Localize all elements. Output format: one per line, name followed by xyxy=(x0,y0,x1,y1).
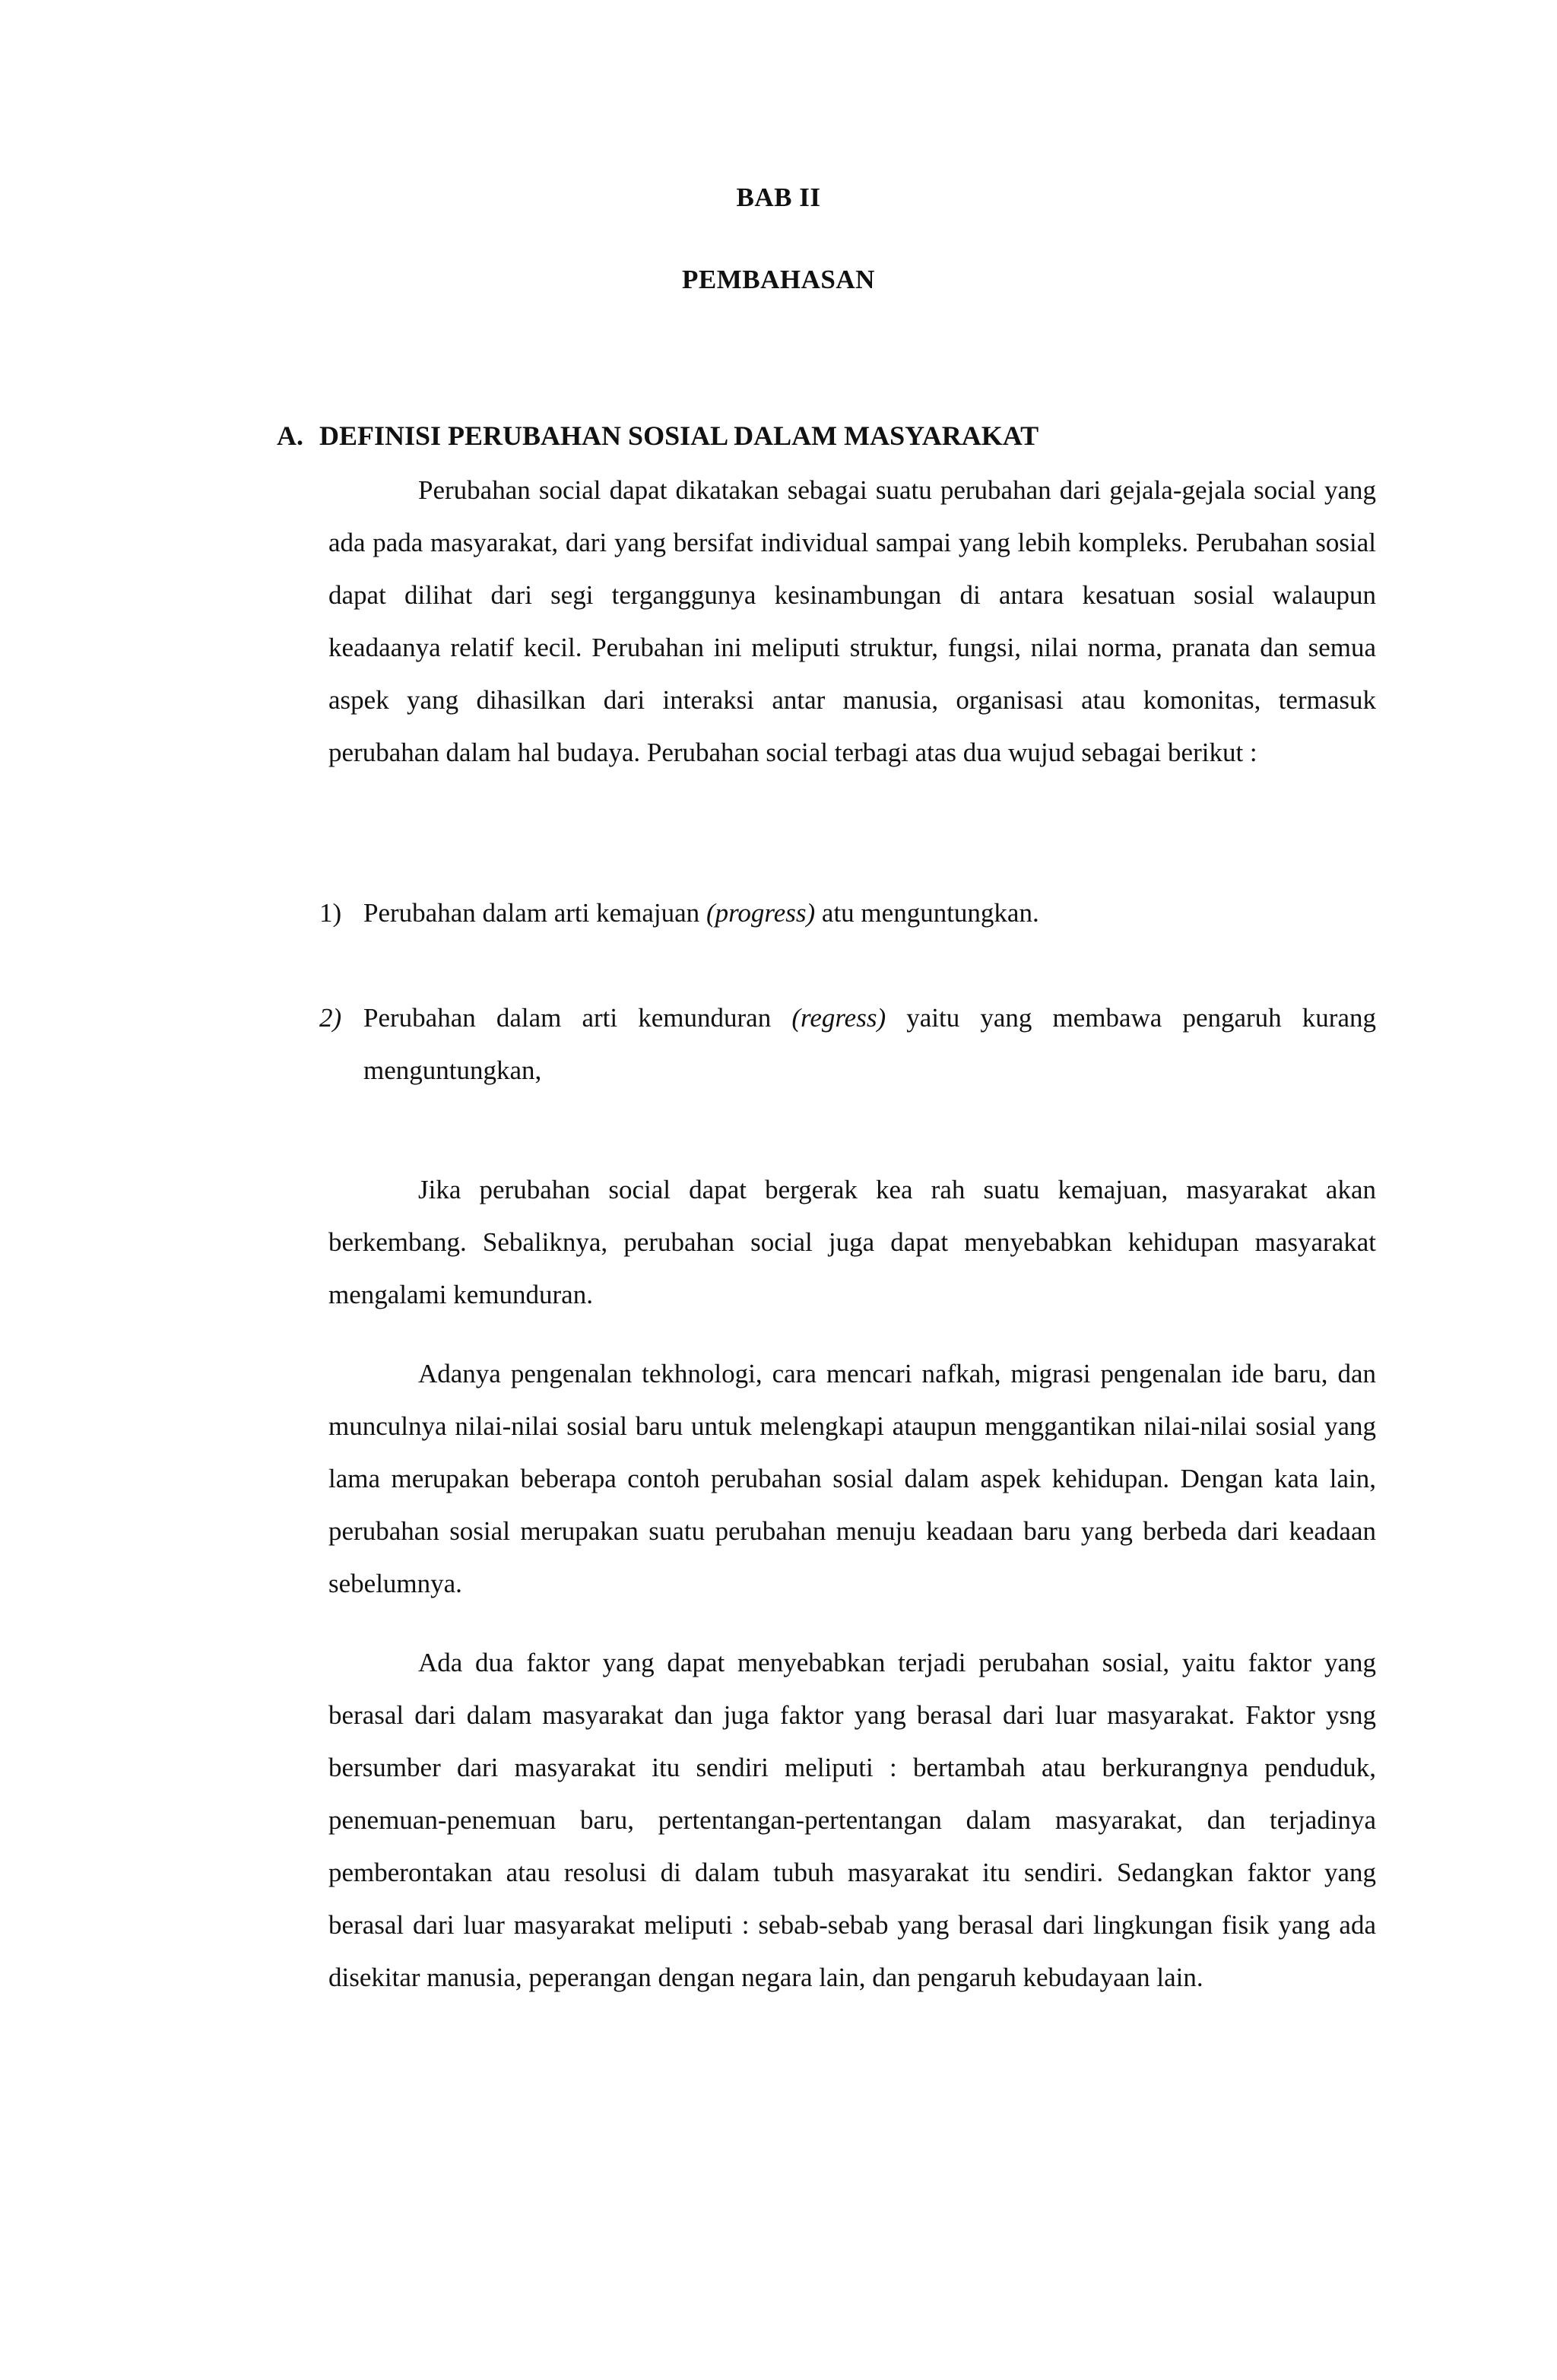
paragraph-adanya: Adanya pengenalan tekhnologi, cara mencari nafkah, migrasi pengenalan ide baru, dan munculnya nilai-nilai sosial baru untuk melengkapi ataupun menggantikan nilai-nilai sosial yang lama merupakan beberapa contoh perubahan sosial dalam aspek kehidupan. Dengan kata lain, perubahan sosial merupakan suatu perubahan menuju keadaan baru yang berbeda dari keadaan sebelumnya. xyxy=(328,1359,1376,1598)
section-heading-text: DEFINISI PERUBAHAN SOSIAL DALAM MASYARAKAT xyxy=(319,420,1039,451)
section-letter: A. xyxy=(277,420,303,451)
list-item-text xyxy=(363,887,1376,939)
list-item xyxy=(319,887,1376,939)
list-item-term: (progress) xyxy=(706,898,816,928)
paragraph-ada-dua: Ada dua faktor yang dapat menyebabkan terjadi perubahan sosial, yaitu faktor yang berasal dari dalam masyarakat dan juga faktor yang berasal dari luar masyarakat. Faktor ysng bersumber dari masyarakat itu sendiri meliputi : bertambah atau berkurangnya penduduk, penemuan-penemuan baru, pertentangan-pertentangan dalam masyarakat, dan terjadinya pemberontakan atau resolusi di dalam tubuh masyarakat itu sendiri. Sedangkan faktor yang berasal dari luar masyarakat meliputi : sebab-sebab yang berasal dari lingkungan fisik yang ada disekitar manusia, peperangan dengan negara lain, dan pengaruh kebudayaan lain. xyxy=(328,1648,1376,1992)
section-heading xyxy=(277,420,1039,452)
list-item-text-before: Perubahan dalam arti kemajuan xyxy=(363,898,706,928)
intro-paragraph: Perubahan social dapat dikatakan sebagai suatu perubahan dari gejala-gejala social yang ada pada masyarakat, dari yang bersifat individual sampai yang lebih kompleks. Perubahan sosial dapat dilihat dari segi terganggunya kesinambungan di antara kesatuan sosial walaupun keadaanya relatif kecil. Perubahan ini meliputi struktur, fungsi, nilai norma, pranata dan semua aspek yang dihasilkan dari interaksi antar manusia, organisasi atau komonitas, termasuk perubahan dalam hal budaya. Perubahan social terbagi atas dua wujud sebagai berikut : xyxy=(328,475,1376,767)
list-item-text-after: atu menguntungkan. xyxy=(815,898,1039,928)
paragraph-jika: Jika perubahan social dapat bergerak kea rah suatu kemajuan, masyarakat akan berkembang. Sebaliknya, perubahan social juga dapat menyebabkan kehidupan masyarakat mengalami kemunduran. xyxy=(328,1175,1376,1309)
list-item-text-after: yaitu yang membawa pengaruh kurang menguntungkan, xyxy=(363,1003,1376,1085)
list-item-text xyxy=(363,992,1376,1096)
list-item-text-before: Perubahan dalam arti kemunduran xyxy=(363,1003,792,1033)
chapter-label: BAB II xyxy=(736,182,821,212)
list-item-term: (regress) xyxy=(791,1003,886,1033)
chapter-title: PEMBAHASAN xyxy=(682,265,875,294)
list-item xyxy=(319,992,1376,1096)
list-item-number: 2) xyxy=(319,1003,342,1033)
list-item-number: 1) xyxy=(319,898,342,928)
